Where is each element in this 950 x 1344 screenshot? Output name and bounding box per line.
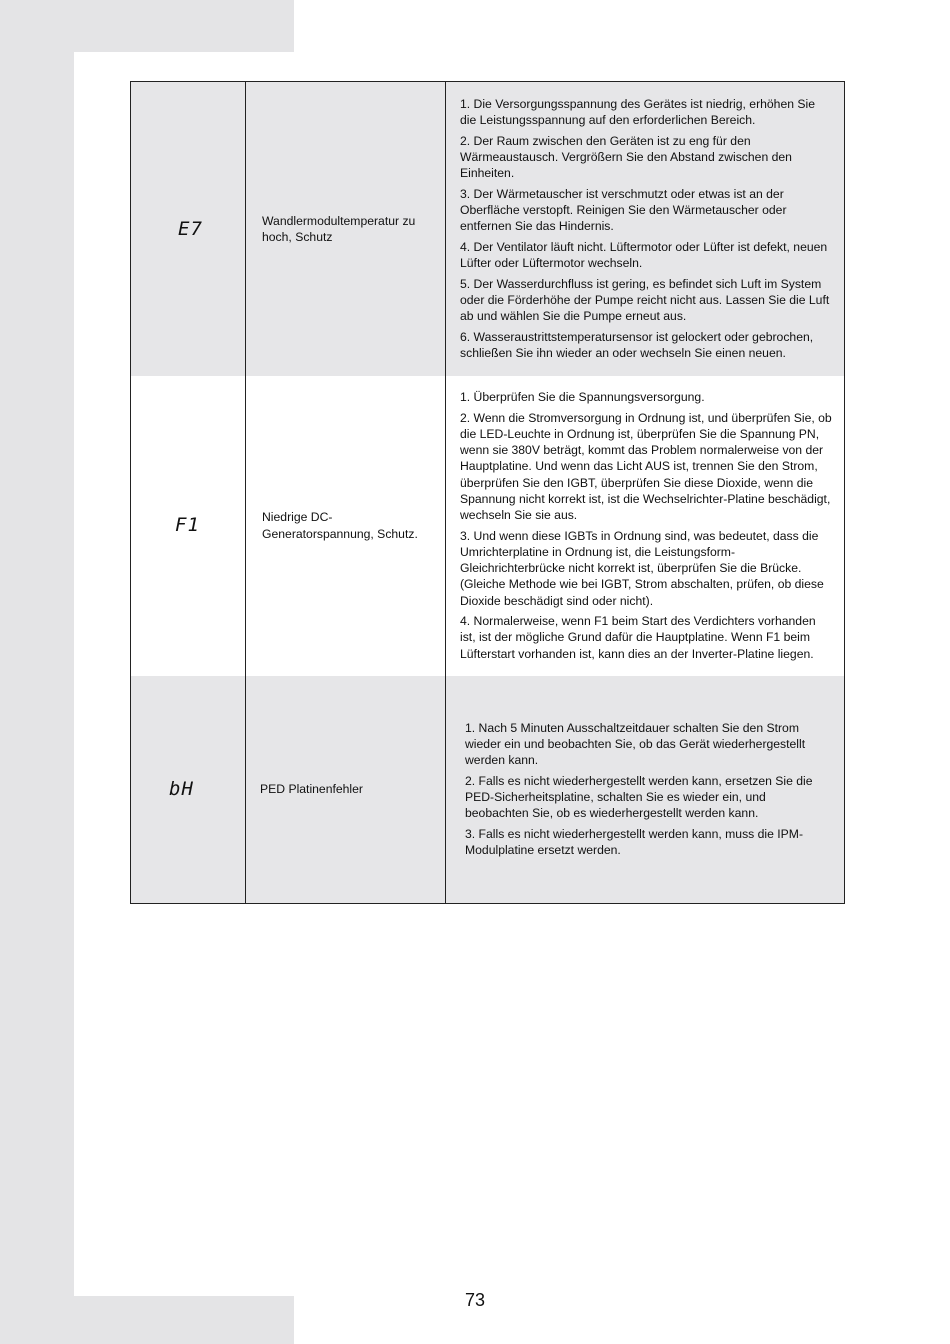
solution-cell (446, 376, 845, 676)
table-row (131, 82, 845, 376)
list-item: 6. Wasseraustrittstemperatursensor ist gelockert oder gebrochen, schließen Sie ihn wieder an oder wechseln Sie einen neuen. (460, 330, 814, 361)
error-code-cell (131, 376, 246, 676)
error-code: E7 (178, 217, 203, 240)
list-item: 2. Wenn die Stromversorgung in Ordnung ist, und überprüfen Sie, ob die LED-Leuchte in Ordnung ist, überprüfen Sie die Spannung PN, wenn sie 380V beträgt, kommt das Problem normalerweise von der Hauptplatine. Und wenn das Licht AUS ist, trennen Sie den Strom, überprüfen Sie den IGBT, überprüfen Sie diese Dioxide, wenn die Spannung nicht korrekt ist, ist die Wechselrichter-Platine beschädigt, wechseln Sie sie aus. (460, 410, 832, 523)
error-description: Niedrige DC-Generatorspannung, Schutz. (262, 510, 418, 541)
table-row (131, 676, 845, 904)
page-number: 73 (464, 1290, 486, 1310)
solution-cell (446, 82, 845, 376)
solution-list (446, 88, 844, 370)
error-description: Wandlermodultemperatur zu hoch, Schutz (262, 213, 416, 244)
page-top-white (294, 0, 950, 52)
error-code-cell (131, 676, 246, 904)
list-item: 1. Überprüfen Sie die Spannungsversorgung. (460, 390, 705, 405)
description-cell (246, 676, 446, 904)
error-description: PED Platinenfehler (260, 782, 363, 797)
description-cell (246, 376, 446, 676)
table-row (131, 376, 845, 676)
list-item: 5. Der Wasserdurchfluss ist gering, es befindet sich Luft im System oder die Förderhöhe der Pumpe reicht nicht aus. Lassen Sie die Luft ab und wählen Sie die Pumpe erneut aus. (460, 277, 830, 324)
list-item: 2. Falls es nicht wiederhergestellt werden kann, ersetzen Sie die PED-Sicherheitsplatine, schalten Sie es wieder ein, und beobachten Sie, ob es wiederhergestellt werden kann. (465, 774, 813, 821)
list-item: 2. Der Raum zwischen den Geräten ist zu eng für den Wärmeaustausch. Vergrößern Sie den Abstand zwischen den Einheiten. (460, 133, 792, 181)
fault-code-table (130, 81, 845, 904)
list-item: 3. Falls es nicht wiederhergestellt werden kann, muss die IPM-Modulplatine ersetzt werden. (465, 827, 804, 858)
list-item: 4. Normalerweise, wenn F1 beim Start des Verdichters vorhanden ist, ist der mögliche Grund dafür die Hauptplatine. Wenn F1 beim Lüfterstart vorhanden ist, kann dies an der Inverter-Platine liegen. (460, 614, 816, 661)
list-item: 3. Der Wärmetauscher ist verschmutzt oder etwas ist an der Oberfläche verstopft. Reinigen Sie den Wärmetauscher oder entfernen Sie das Hindernis. (460, 186, 787, 234)
solution-cell (446, 676, 845, 904)
list-item: 1. Die Versorgungsspannung des Gerätes ist niedrig, erhöhen Sie die Leistungsspannung auf den erforderlichen Bereich. (460, 96, 816, 128)
list-item: 1. Nach 5 Minuten Ausschaltzeitdauer schalten Sie den Strom wieder ein und beobachten Sie, ob das Gerät wiederhergestellt werden kann. (465, 720, 806, 768)
page-margin-tab (0, 0, 294, 52)
error-code: bH (169, 778, 194, 801)
error-code-cell (131, 82, 246, 376)
list-item: 4. Der Ventilator läuft nicht. Lüftermotor oder Lüfter ist defekt, neuen Lüfter oder Lüftermotor wechseln. (460, 240, 828, 271)
description-cell (246, 82, 446, 376)
list-item: 3. Und wenn diese IGBTs in Ordnung sind, was bedeutet, dass die Umrichterplatine in Ordnung ist, die Leistungsform-Gleichrichterbrücke nicht korrekt ist, überprüfen Sie die Brücke. (Gleiche Methode wie bei IGBT, Strom abschalten, prüfen, ob diese Dioxide beschädigt sind oder nicht). (460, 528, 824, 608)
error-code: F1 (175, 514, 200, 537)
solution-list (446, 712, 844, 867)
solution-list (446, 381, 844, 670)
